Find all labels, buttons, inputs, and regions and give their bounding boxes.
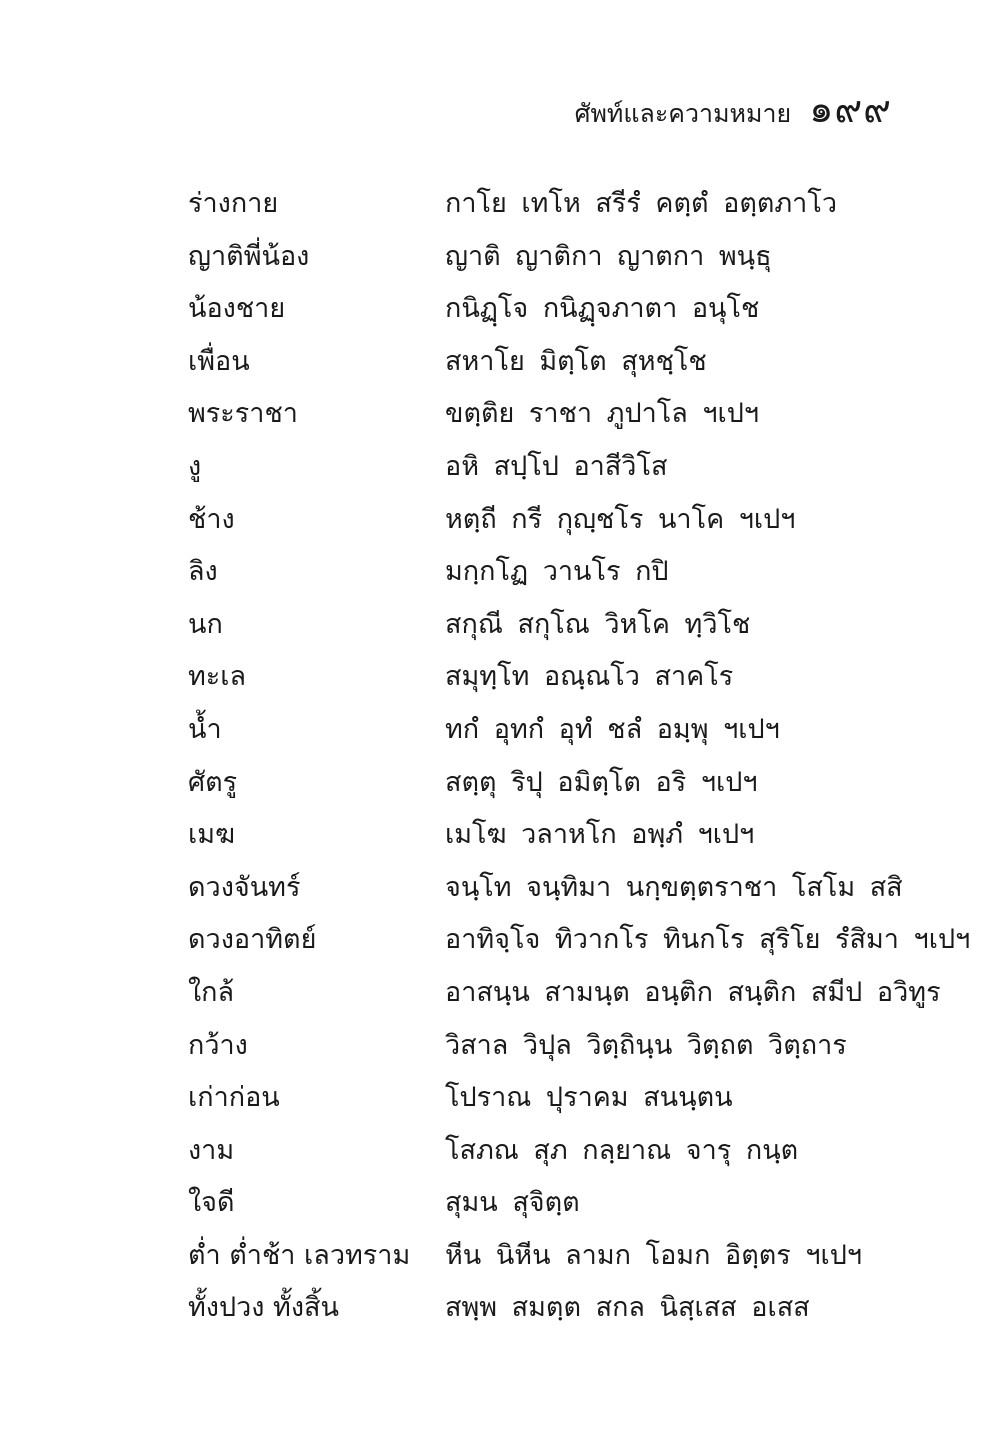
glossary-term: ญาติพี่น้อง bbox=[188, 240, 310, 272]
glossary-row bbox=[188, 1020, 948, 1073]
glossary-row bbox=[188, 757, 948, 810]
glossary-term: ลิง bbox=[188, 556, 218, 588]
glossary-term: ทะเล bbox=[188, 661, 247, 693]
glossary-row bbox=[188, 1282, 948, 1335]
glossary-term: เมฆ bbox=[188, 819, 236, 851]
glossary-definition: เมโฆ วลาหโก อพฺภํ ฯเปฯ bbox=[445, 819, 755, 851]
glossary-term: ต่ำ ต่ำช้า เลวทราม bbox=[188, 1239, 411, 1271]
glossary-row bbox=[188, 283, 948, 336]
glossary-definition: โสภณ สุภ กลฺยาณ จารุ กนฺต bbox=[445, 1134, 799, 1166]
glossary-definition: วิสาล วิปุล วิตฺถินฺน วิตฺถต วิตฺถาร bbox=[445, 1029, 847, 1061]
glossary-definition: กาโย เทโห สรีรํ คตฺตํ อตฺตภาโว bbox=[445, 188, 838, 219]
glossary-definition: อาทิจฺโจ ทิวากโร ทินกโร สุริโย รํสิมา ฯเปฯ bbox=[445, 924, 971, 956]
glossary-row bbox=[188, 336, 948, 389]
glossary-definition: กนิฏฺโจ กนิฏฺจภาตา อนุโช bbox=[445, 293, 760, 325]
glossary-definition: สมุทฺโท อณฺณโว สาคโร bbox=[445, 661, 734, 693]
glossary-term: ศัตรู bbox=[188, 766, 238, 798]
glossary-term: ทั้งปวง ทั้งสิ้น bbox=[188, 1292, 339, 1324]
glossary-term: เพื่อน bbox=[188, 345, 250, 377]
header-title: ศัพท์และความหมาย bbox=[574, 99, 792, 128]
glossary-row bbox=[188, 1072, 948, 1125]
glossary-definition: หีน นิหีน ลามก โอมก อิตฺตร ฯเปฯ bbox=[445, 1239, 863, 1271]
glossary-definition: สกุณี สกุโณ วิหโค ทฺวิโช bbox=[445, 608, 751, 640]
glossary-row bbox=[188, 1125, 948, 1178]
glossary-row bbox=[188, 494, 948, 547]
glossary-definition: สพฺพ สมตฺต สกล นิสฺเสส อเสส bbox=[445, 1292, 810, 1324]
glossary-definition: หตฺถี กรี กุญฺชโร นาโค ฯเปฯ bbox=[445, 503, 796, 535]
glossary-term: ดวงอาทิตย์ bbox=[188, 924, 317, 956]
glossary-row bbox=[188, 231, 948, 284]
glossary-definition: สุมน สุจิตฺต bbox=[445, 1187, 580, 1219]
glossary-term: ดวงจันทร์ bbox=[188, 871, 301, 903]
glossary-term: ร่างกาย bbox=[188, 188, 279, 219]
glossary-row bbox=[188, 1230, 948, 1283]
glossary-term: ช้าง bbox=[188, 503, 235, 535]
glossary-definition: สตฺตุ ริปุ อมิตฺโต อริ ฯเปฯ bbox=[445, 766, 758, 798]
glossary-term: พระราชา bbox=[188, 398, 298, 430]
glossary-term: นก bbox=[188, 608, 223, 640]
glossary-term: งาม bbox=[188, 1134, 235, 1166]
running-header bbox=[575, 78, 892, 139]
glossary-definition: อาสนฺน สามนฺต อนฺติก สนฺติก สมีป อวิทูร bbox=[445, 976, 941, 1008]
glossary-row bbox=[188, 809, 948, 862]
glossary-row bbox=[188, 914, 971, 967]
glossary-definition: จนฺโท จนฺทิมา นกฺขตฺตราชา โสโม สสิ bbox=[445, 871, 903, 903]
glossary-definition: ญาติ ญาติกา ญาตกา พนฺธุ bbox=[445, 240, 772, 272]
page-number: ๑๙๙ bbox=[809, 87, 892, 131]
glossary-definition: ขตฺติย ราชา ภูปาโล ฯเปฯ bbox=[445, 398, 760, 430]
glossary-list bbox=[188, 178, 971, 1335]
glossary-definition: สหาโย มิตฺโต สุหชฺโช bbox=[445, 345, 707, 377]
glossary-term: งู bbox=[188, 450, 202, 482]
glossary-term: น้องชาย bbox=[188, 293, 286, 325]
glossary-term: กว้าง bbox=[188, 1029, 248, 1061]
glossary-row bbox=[188, 651, 948, 704]
glossary-row bbox=[188, 178, 948, 231]
glossary-row bbox=[188, 546, 948, 599]
glossary-term: เก่าก่อน bbox=[188, 1082, 280, 1114]
glossary-row bbox=[188, 862, 948, 915]
glossary-definition: อหิ สปฺโป อาสีวิโส bbox=[445, 450, 668, 482]
glossary-definition: มกฺกโฏ วานโร กปิ bbox=[445, 556, 669, 588]
glossary-row bbox=[188, 1177, 948, 1230]
glossary-term: น้ำ bbox=[188, 713, 222, 745]
glossary-row bbox=[188, 599, 948, 652]
glossary-definition: โปราณ ปุราคม สนนฺตน bbox=[445, 1082, 733, 1114]
glossary-term: ใกล้ bbox=[188, 976, 235, 1008]
glossary-row bbox=[188, 704, 948, 757]
glossary-term: ใจดี bbox=[188, 1187, 235, 1219]
glossary-row bbox=[188, 441, 948, 494]
glossary-definition: ทกํ อุทกํ อุทํ ชลํ อมฺพุ ฯเปฯ bbox=[445, 713, 780, 745]
glossary-row bbox=[188, 967, 948, 1020]
glossary-row bbox=[188, 388, 948, 441]
